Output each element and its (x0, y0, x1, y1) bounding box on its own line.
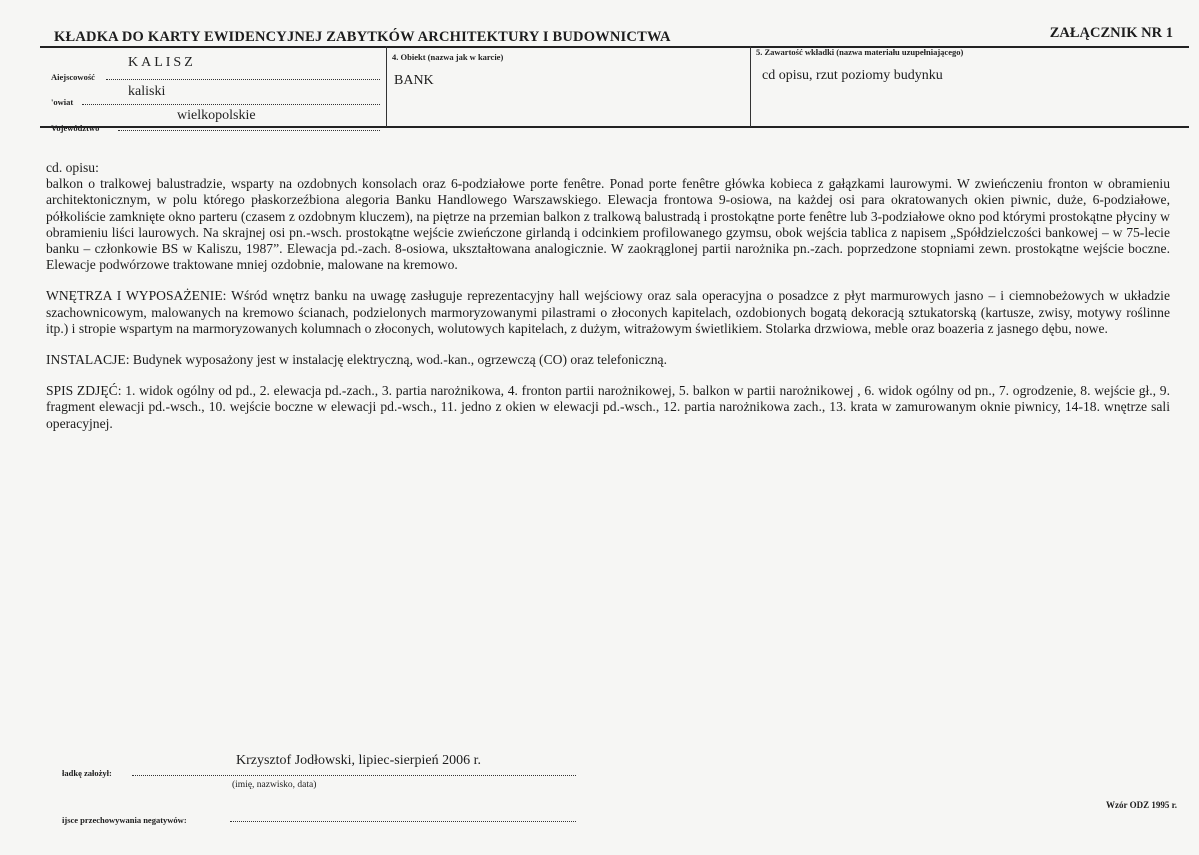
negatives-label: ijsce przechowywania negatywów: (62, 815, 187, 825)
contents-value: cd opisu, rzut poziomy budynku (762, 68, 943, 83)
annex-label: ZAŁĄCZNIK NR 1 (1049, 25, 1173, 41)
header-rule-bottom (40, 126, 1189, 128)
object-label: 4. Obiekt (nazwa jak w karcie) (392, 52, 504, 62)
header-divider-2 (750, 46, 751, 127)
district-dotline (82, 104, 380, 105)
author-value: Krzysztof Jodłowski, lipiec-sierpień 2006 r. (236, 753, 481, 768)
author-dotline (132, 775, 576, 776)
header-divider-1 (386, 46, 387, 127)
town-value: KALISZ (128, 55, 196, 70)
author-hint: (imię, nazwisko, data) (232, 780, 317, 790)
description-paragraph: balkon o tralkowej balustradzie, wsparty na ozdobnych konsolach oraz 6-podziałowe porte fenêtre. Ponad porte fenêtre główka kobieca z gałązkami laurowymi. W zwieńczeniu fronton w obramieniu architektonicznym, w polu którego płaskorzeźbiona alegoria Banku Handlowego Warszawskiego. Elewacja frontowa 9-osiowa, na każdej osi para okratowanych okien piwnic, duże, 6-podziałowe, półkoliście zamknięte okno parteru (czasem z ozdobnym kluczem), na piętrze na przemian balkon z tralkową balustradą i prostokątne porte fenêtre lub 3-podziałowe okno pod którymi prostokątne płyciny w obramieniu liści laurowych. Na skrajnej osi pn.-wsch. prostokątne wejście zwieńczone girlandą i odcinkiem profilowanego gzymsu, obok wejścia tablica z napisem „Spółdzielczości bankowej – w 75-lecie banku – członkowie BS w Kaliszu, 1987”. Elewacja pd.-zach. 8-osiowa, ukształtowana analogicznie. W zaokrąglonej partii narożnika pn.-zach. poprzedzone stopniami zewn. prostokątne wejście boczne. Elewacje podwórzowe traktowane mniej ozdobnie, malowane na kremowo. (46, 176, 1170, 273)
author-label: ładkę założył: (62, 768, 112, 778)
cd-heading: cd. opisu: (46, 160, 99, 175)
object-value: BANK (394, 73, 434, 88)
voivodeship-label: Vojewództwo (51, 123, 100, 133)
town-dotline (106, 79, 380, 80)
form-code: Wzór ODZ 1995 r. (1106, 800, 1177, 810)
district-label: 'owiat (51, 97, 74, 107)
description-body (46, 160, 1170, 447)
voivodeship-value: wielkopolskie (177, 108, 256, 123)
installations-paragraph: INSTALACJE: Budynek wyposażony jest w instalację elektryczną, wod.-kan., ogrzewczą (CO) oraz telefoniczną. (46, 352, 667, 368)
negatives-dotline (230, 821, 576, 822)
contents-label: 5. Zawartość wkładki (nazwa materiału uzupełniającego) (756, 47, 964, 57)
district-value: kaliski (128, 84, 166, 99)
header-rule-top (40, 46, 1189, 48)
voivodeship-dotline (118, 130, 380, 131)
photos-paragraph: SPIS ZDJĘĆ: 1. widok ogólny od pd., 2. elewacja pd.-zach., 3. partia narożnikowa, 4. fronton partii narożnikowej, 5. balkon w partii narożnikowej , 6. widok ogólny od pn., 7. ogrodzenie, 8. wejście gł., 9. fragment elewacji pd.-wsch., 10. wejście boczne w elewacji pd.-wsch., 11. jedno z okien w elewacji pd.-wsch., 12. partia narożnikowa zach., 13. krata w zamurowanym oknie piwnicy, 14-18. wnętrze sali operacyjnej. (46, 383, 1170, 431)
document-title: KŁADKA DO KARTY EWIDENCYJNEJ ZABYTKÓW ARCHITEKTURY I BUDOWNICTWA (54, 29, 671, 45)
interiors-paragraph: WNĘTRZA I WYPOSAŻENIE: Wśród wnętrz banku na uwagę zasługuje reprezentacyjny hall wejściowy oraz sala operacyjna o posadzce z płyt marmurowych jasno – i ciemnobeżowych w układzie szachownicowym, malowanych na kremowo ścianach, podzielonych marmoryzowanymi pilastrami o złoconych kapitelach, ozdobionych bogatą dekoracją sztukatorską (kartusze, zwisy, motywy roślinne itp.) i stropie wspartym na marmoryzowanych kolumnach o złoconych, wolutowych kapitelach, z dużym, witrażowym świetlikiem. Stolarka drzwiowa, meble oraz boazeria z jasnego dębu, nowe. (46, 288, 1170, 336)
town-label: Aiejscowość (51, 72, 95, 82)
